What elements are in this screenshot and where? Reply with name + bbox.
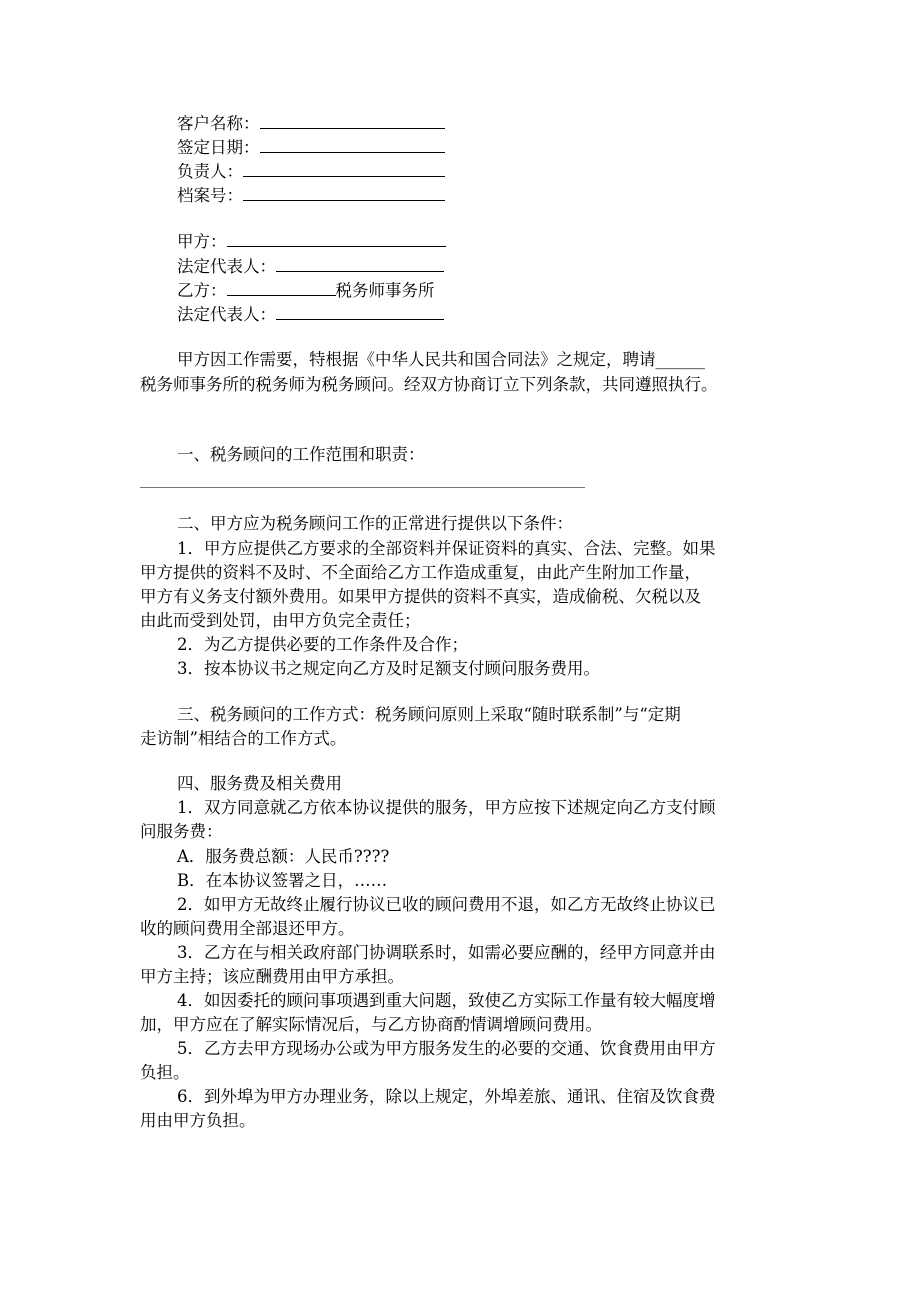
section-2-line: 甲方提供的资料不及时、不全面给乙方工作造成重复，由此产生附加工作量， xyxy=(140,563,701,582)
party-a-rep-label: 法定代表人： xyxy=(177,257,276,276)
section-4-line: B．在本协议签署之日，…… xyxy=(177,871,388,890)
customer-name-field xyxy=(177,113,445,135)
section-3-line-1: 三、税务顾问的工作方式：税务顾问原则上采取“随时联系制”与“定期 xyxy=(177,705,681,724)
party-a-rep-blank[interactable] xyxy=(276,257,444,272)
party-b-rep-label: 法定代表人： xyxy=(177,305,276,324)
party-b-field xyxy=(177,280,435,302)
section-4-line: 5．乙方去甲方现场办公或为甲方服务发生的必要的交通、饮食费用由甲方 xyxy=(177,1039,716,1058)
party-b-rep-field xyxy=(177,304,444,326)
section-4-title: 四、服务费及相关费用 xyxy=(177,774,342,793)
section-4-line: 问服务费： xyxy=(140,822,223,841)
party-a-rep-field xyxy=(177,256,444,278)
section-1-title: 一、税务顾问的工作范围和职责： xyxy=(177,445,425,464)
party-a-label: 甲方： xyxy=(177,232,227,251)
section-4-line: 甲方主持；该应酬费用由甲方承担。 xyxy=(140,967,404,986)
section-2-line: 1．甲方应提供乙方要求的全部资料并保证资料的真实、合法、完整。如果 xyxy=(177,539,716,558)
responsible-person-blank[interactable] xyxy=(243,162,445,177)
file-number-field xyxy=(177,185,445,207)
section-3-line-2: 走访制”相结合的工作方式。 xyxy=(140,729,347,748)
section-4-line: 收的顾问费用全部退还甲方。 xyxy=(140,919,355,938)
section-2-line: 3．按本协议书之规定向乙方及时足额支付顾问服务费用。 xyxy=(177,659,600,678)
party-a-blank[interactable] xyxy=(227,232,446,247)
responsible-person-field xyxy=(177,161,445,183)
intro-line-1: 甲方因工作需要，特根据《中华人民共和国合同法》之规定，聘请______ xyxy=(177,350,705,369)
customer-name-blank[interactable] xyxy=(260,114,445,129)
section-4-line: 4．如因委托的顾问事项遇到重大问题，致使乙方实际工作量有较大幅度增 xyxy=(177,991,716,1010)
party-b-label: 乙方： xyxy=(177,281,227,300)
section-4-line: 负担。 xyxy=(140,1063,190,1082)
section-4-line: 2．如甲方无故终止履行协议已收的顾问费用不退，如乙方无故终止协议已 xyxy=(177,895,716,914)
party-b-blank[interactable] xyxy=(227,281,336,296)
section-2-line: 由此而受到处罚，由甲方负完全责任； xyxy=(140,611,421,630)
section-2-line: 甲方有义务支付额外费用。如果甲方提供的资料不真实，造成偷税、欠税以及 xyxy=(140,587,701,606)
section-4-line: 3．乙方在与相关政府部门协调联系时，如需必要应酬的，经甲方同意并由 xyxy=(177,943,716,962)
file-number-label: 档案号： xyxy=(177,186,243,205)
section-4-line: 1．双方同意就乙方依本协议提供的服务，甲方应按下述规定向乙方支付顾 xyxy=(177,798,716,817)
customer-name-label: 客户名称： xyxy=(177,114,260,133)
intro-line-2: 税务师事务所的税务师为税务顾问。经双方协商订立下列条款，共同遵照执行。 xyxy=(140,375,718,394)
file-number-blank[interactable] xyxy=(243,186,445,201)
section-1-divider xyxy=(140,487,585,488)
section-4-line: 用由甲方负担。 xyxy=(140,1111,256,1130)
sign-date-blank[interactable] xyxy=(260,138,445,153)
sign-date-label: 签定日期： xyxy=(177,138,260,157)
party-a-field xyxy=(177,231,446,253)
section-4-line: 加，甲方应在了解实际情况后，与乙方协商酌情调增顾问费用。 xyxy=(140,1015,602,1034)
section-2-title: 二、甲方应为税务顾问工作的正常进行提供以下条件： xyxy=(177,514,573,533)
responsible-person-label: 负责人： xyxy=(177,162,243,181)
sign-date-field xyxy=(177,137,445,159)
party-b-rep-blank[interactable] xyxy=(276,305,444,320)
section-2-line: 2．为乙方提供必要的工作条件及合作； xyxy=(177,635,468,654)
party-b-suffix: 税务师事务所 xyxy=(335,281,435,300)
section-4-line: A．服务费总额：人民币???? xyxy=(177,847,390,866)
section-4-line: 6．到外埠为甲方办理业务，除以上规定，外埠差旅、通讯、住宿及饮食费 xyxy=(177,1087,716,1106)
